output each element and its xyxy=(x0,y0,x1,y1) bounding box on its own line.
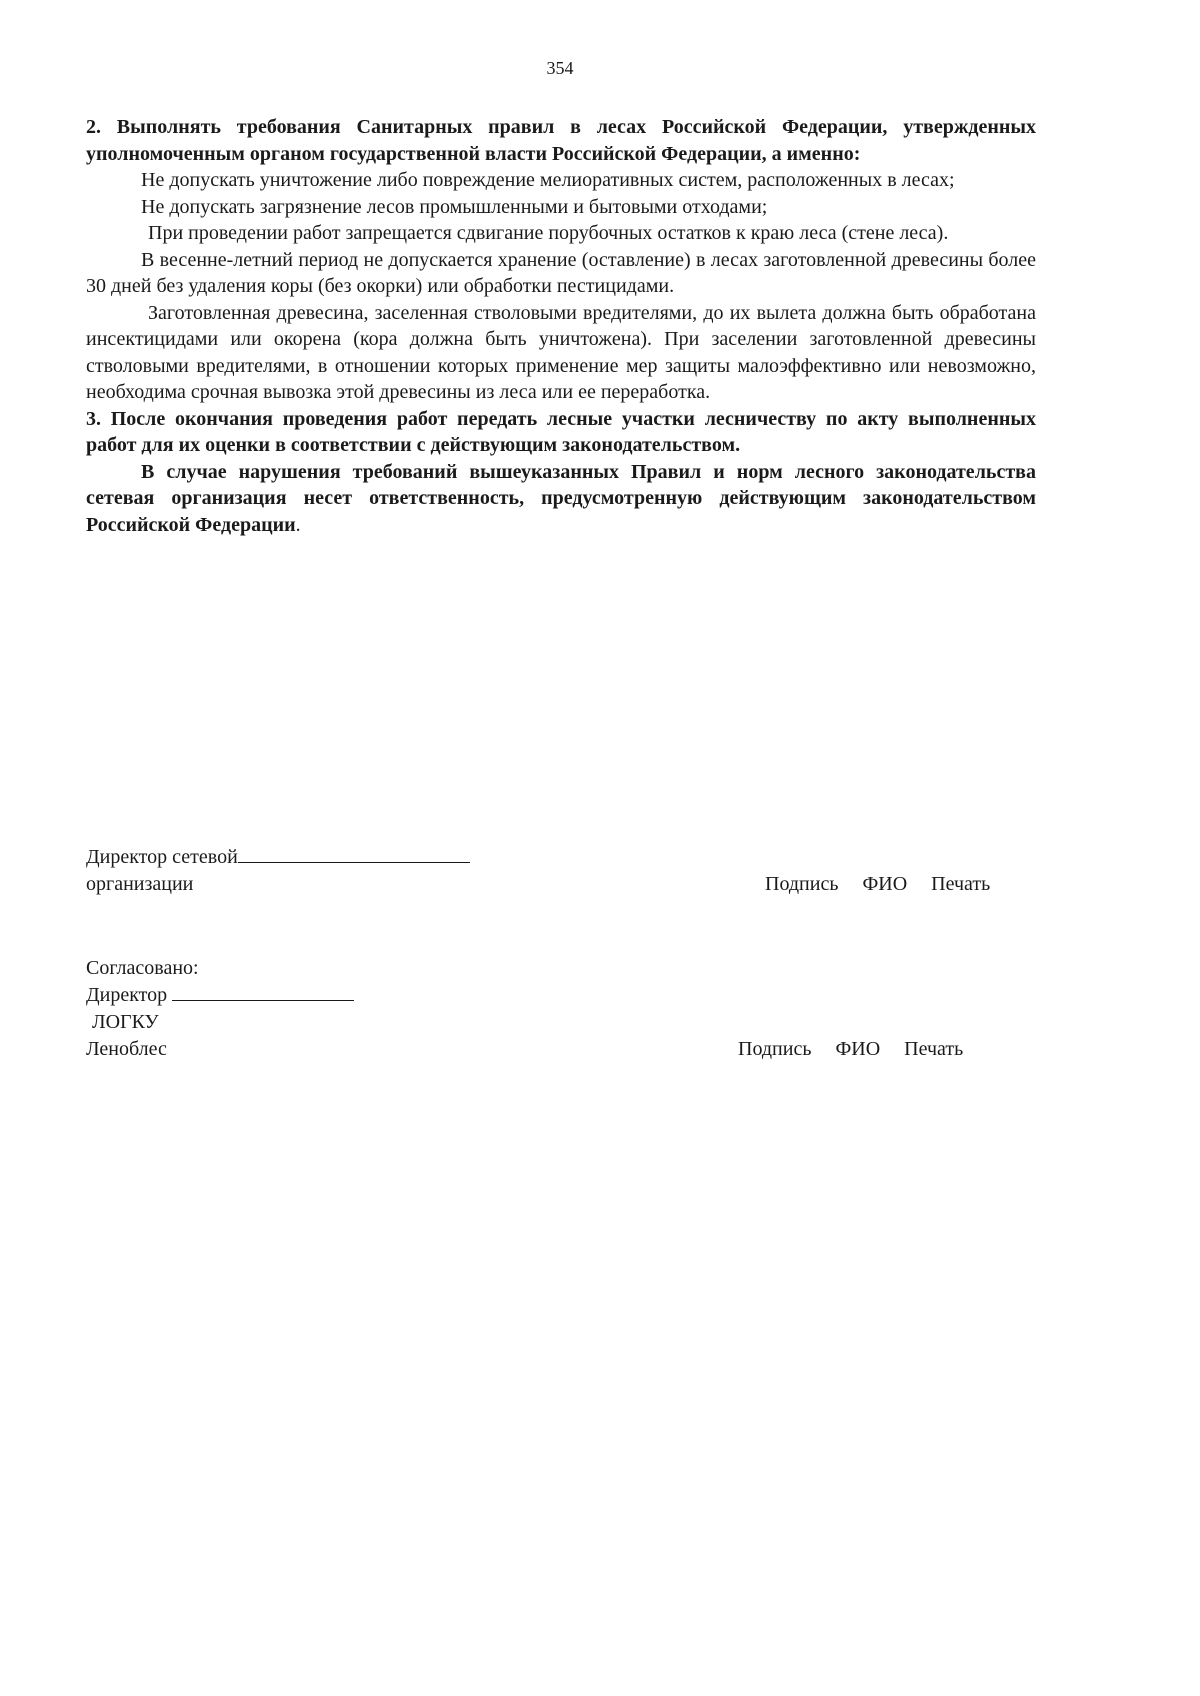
signature-label: Подпись xyxy=(738,1038,812,1060)
signer-title: Директор сетевой xyxy=(86,846,238,868)
section-2-item: В весенне-летний период не допускается хранение (оставление) в лесах заготовленной древесины более 30 дней без удаления коры (без окорки) или обработки пестицидами. xyxy=(86,248,1036,297)
signature-line xyxy=(238,844,470,863)
name-label: ФИО xyxy=(835,1038,881,1060)
signature-line xyxy=(172,982,354,1001)
liability-paragraph xyxy=(86,459,1036,539)
section-2-heading: 2. Выполнять требования Санитарных правил в лесах Российской Федерации, утвержденных уполномоченным органом государственной власти Российской Федерации, а именно: xyxy=(86,116,1036,165)
stamp-label: Печать xyxy=(904,1038,964,1060)
section-2-item: Заготовленная древесина, заселенная стволовыми вредителями, до их вылета должна быть обработана инсектицидами или окорена (кора должна быть уничтожена). При заселении заготовленной древесины стволовыми вредителями, в отношении которых применение мер защиты малоэффективно или невозможно, необходима срочная вывозка этой древесины из леса или ее переработка. xyxy=(86,301,1036,403)
liability-end: . xyxy=(295,513,301,536)
signature-block-agreed xyxy=(86,955,354,1063)
signature-line-row xyxy=(86,844,470,871)
stamp-label: Печать xyxy=(931,873,991,895)
director-label: Директор xyxy=(86,984,168,1006)
org-name-line-1: ЛОГКУ xyxy=(92,1011,159,1033)
signature-labels-1 xyxy=(765,871,990,898)
signer-org: организации xyxy=(86,873,194,895)
org-name-line-2: Леноблес xyxy=(86,1038,167,1060)
signature-line-row xyxy=(86,982,354,1009)
section-2-item: Не допускать загрязнение лесов промышленными и бытовыми отходами; xyxy=(141,195,768,218)
signature-block-network-org xyxy=(86,844,470,898)
section-2-item: Не допускать уничтожение либо повреждение мелиоративных систем, расположенных в лесах; xyxy=(141,169,955,191)
page-number: 354 xyxy=(546,58,574,78)
agreed-label: Согласовано: xyxy=(86,957,199,979)
section-3-text: 3. После окончания проведения работ передать лесные участки лесничеству по акту выполненных работ для их оценки в соответствии с действующим законодательством. xyxy=(86,407,1036,456)
name-label: ФИО xyxy=(862,873,908,895)
signature-label: Подпись xyxy=(765,873,839,895)
document-body xyxy=(86,114,1036,538)
signature-labels-2 xyxy=(738,1036,963,1063)
liability-text: В случае нарушения требований вышеуказанных Правил и норм лесного законодательства сетевая организация несет ответственность, предусмотренную действующим законодательством Российской Федерации xyxy=(86,460,1036,536)
section-2-item: При проведении работ запрещается сдвигание порубочных остатков к краю леса (стене леса). xyxy=(148,222,949,244)
